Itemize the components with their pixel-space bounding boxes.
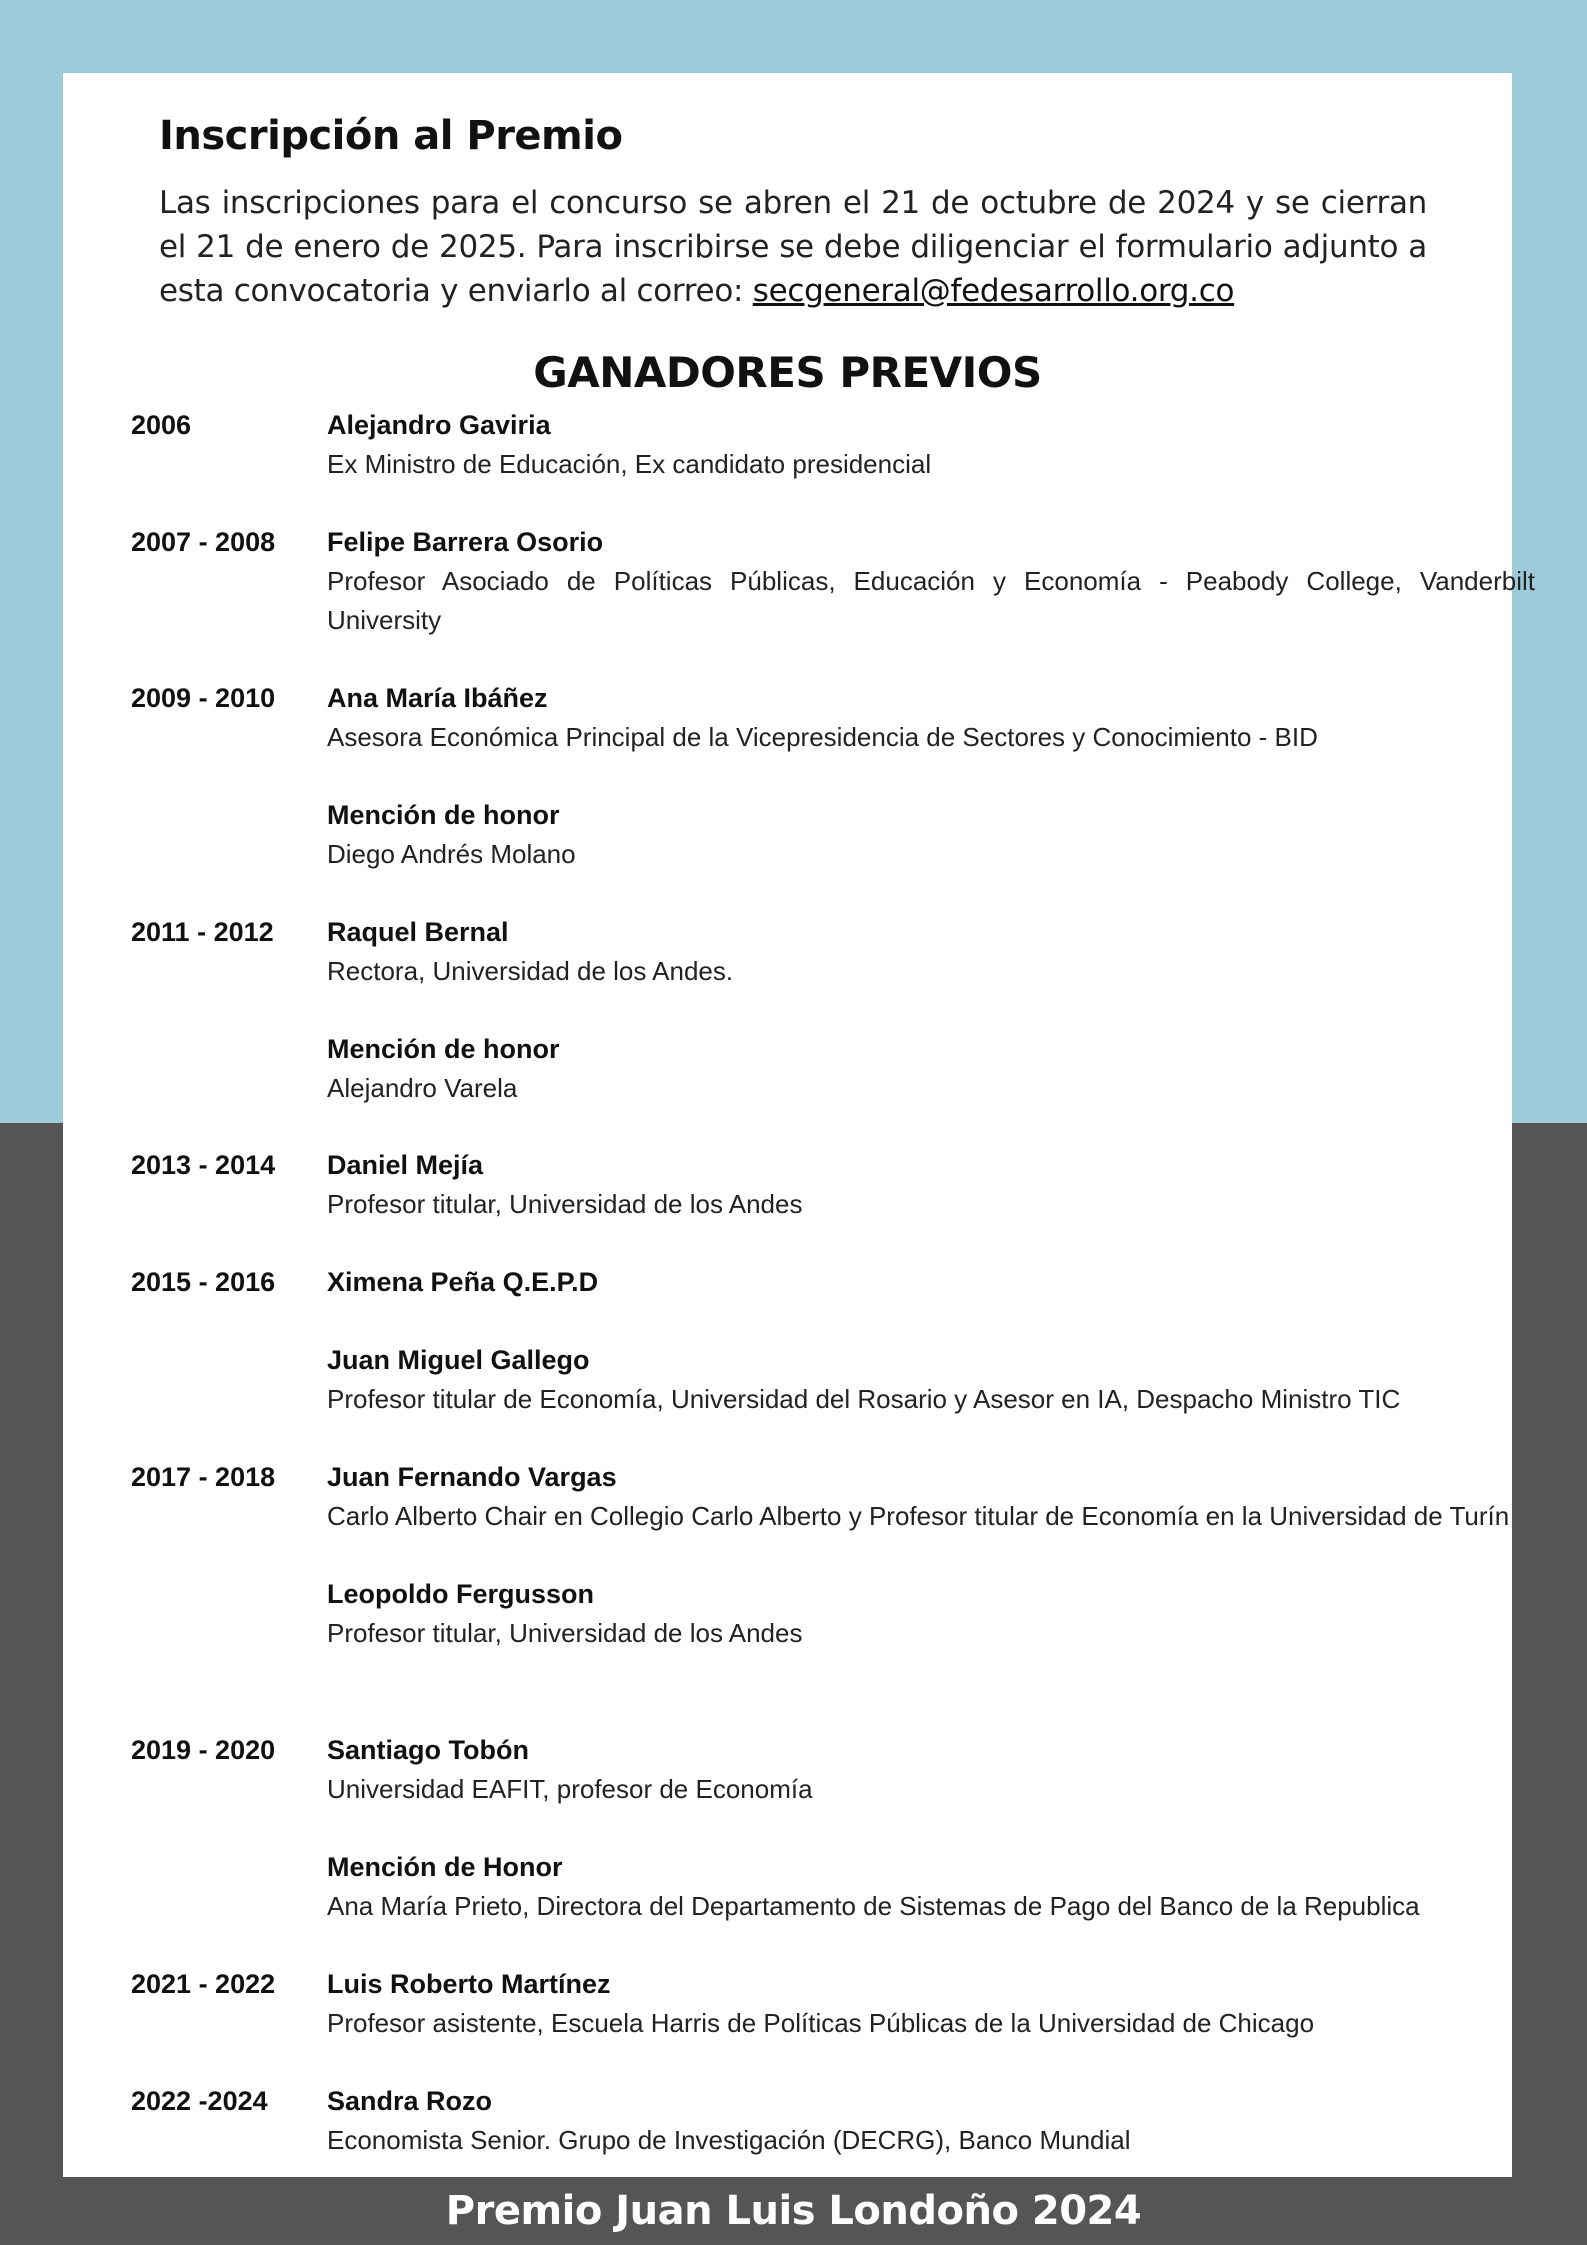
winner-description: Profesor asistente, Escuela Harris de Políticas Públicas de la Universidad de Chicago (327, 2008, 1315, 2038)
winner-description: Ex Ministro de Educación, Ex candidato presidencial (327, 449, 932, 479)
winner-entry (327, 1458, 1535, 1536)
period-year: 2006 (131, 410, 192, 440)
period-entries (327, 1965, 1535, 2043)
winner-name: Mención de honor (327, 1034, 560, 1064)
period-year: 2019 - 2020 (131, 1735, 276, 1765)
winner-entry (327, 2082, 1535, 2160)
email-link[interactable]: secgeneral@fedesarrollo.org.co (752, 273, 1235, 309)
honorable-mention-entry (327, 1848, 1535, 1926)
winner-entry (327, 913, 1535, 991)
winner-name: Juan Fernando Vargas (327, 1462, 617, 1492)
footer-title: Premio Juan Luis Londoño 2024 (445, 2188, 1142, 2234)
winner-description: Economista Senior. Grupo de Investigación (DECRG), Banco Mundial (327, 2125, 1131, 2155)
period-entries (327, 913, 1535, 1108)
winner-description: Profesor titular de Economía, Universidad del Rosario y Asesor en IA, Despacho Ministro TIC (327, 1384, 1401, 1414)
winner-description: Asesora Económica Principal de la Vicepresidencia de Sectores y Conocimiento - BID (327, 722, 1318, 752)
winner-entry (327, 406, 1535, 484)
winner-entry (327, 1146, 1535, 1224)
period-year: 2013 - 2014 (131, 1150, 276, 1180)
inscription-text: Las inscripciones para el concurso se abren el 21 de octubre de 2024 y se cierran el 21 de enero de 2025. Para inscribirse se debe diligenciar el formulario adjunto a esta convocatoria y enviarlo al correo: (159, 185, 1427, 309)
winner-name: Raquel Bernal (327, 917, 509, 947)
winner-name: Felipe Barrera Osorio (327, 527, 604, 557)
period-year: 2009 - 2010 (131, 683, 276, 713)
period-entries (327, 1146, 1535, 1224)
winner-name: Alejandro Gaviria (327, 410, 551, 440)
period-year: 2021 - 2022 (131, 1969, 276, 1999)
winner-name: Daniel Mejía (327, 1150, 484, 1180)
content-card (63, 73, 1535, 2177)
winner-entry (327, 1341, 1535, 1419)
winner-description: Alejandro Varela (327, 1073, 518, 1103)
period-entries (327, 1263, 1535, 1419)
winner-entry (327, 1731, 1535, 1809)
winner-name: Santiago Tobón (327, 1735, 529, 1765)
inscription-title: Inscripción al Premio (159, 113, 623, 159)
winner-description: Ana María Prieto, Directora del Departamento de Sistemas de Pago del Banco de la Republica (327, 1891, 1420, 1921)
winner-description: Diego Andrés Molano (327, 839, 576, 869)
period-entries (327, 679, 1535, 874)
period-year: 2007 - 2008 (131, 527, 276, 557)
winner-name: Ximena Peña Q.E.P.D (327, 1267, 599, 1297)
period-year: 2015 - 2016 (131, 1267, 276, 1297)
winner-name: Mención de honor (327, 800, 560, 830)
period-entries (327, 406, 1535, 484)
winner-entry (327, 679, 1535, 757)
winner-entry (327, 1263, 1535, 1302)
winner-description: Profesor titular, Universidad de los Andes (327, 1189, 803, 1219)
winner-description: Profesor Asociado de Políticas Públicas, Educación y Economía - Peabody College, Vanderbilt University (327, 566, 1535, 635)
winner-name: Ana María Ibáñez (327, 683, 548, 713)
period-entries (327, 523, 1535, 640)
period-year: 2011 - 2012 (131, 917, 274, 947)
winner-entry (327, 1575, 1535, 1653)
winners-title: GANADORES PREVIOS (533, 348, 1042, 397)
winner-entry (327, 1965, 1535, 2043)
period-entries (327, 1458, 1535, 1653)
winner-description: Universidad EAFIT, profesor de Economía (327, 1774, 813, 1804)
honorable-mention-entry (327, 796, 1535, 874)
winner-description: Carlo Alberto Chair en Collegio Carlo Alberto y Profesor titular de Economía en la Universidad de Turín (327, 1501, 1510, 1531)
inscription-body (159, 181, 1427, 313)
period-year: 2022 -2024 (131, 2086, 268, 2116)
winner-name: Mención de Honor (327, 1852, 563, 1882)
honorable-mention-entry (327, 1030, 1535, 1108)
winner-name: Juan Miguel Gallego (327, 1345, 590, 1375)
period-entries (327, 1731, 1535, 1926)
winner-entry (327, 523, 1535, 640)
winner-description: Profesor titular, Universidad de los Andes (327, 1618, 803, 1648)
winner-description: Rectora, Universidad de los Andes. (327, 956, 734, 986)
winner-name: Luis Roberto Martínez (327, 1969, 611, 1999)
period-year: 2017 - 2018 (131, 1462, 276, 1492)
winner-name: Leopoldo Fergusson (327, 1579, 594, 1609)
period-entries (327, 2082, 1535, 2160)
winner-name: Sandra Rozo (327, 2086, 493, 2116)
